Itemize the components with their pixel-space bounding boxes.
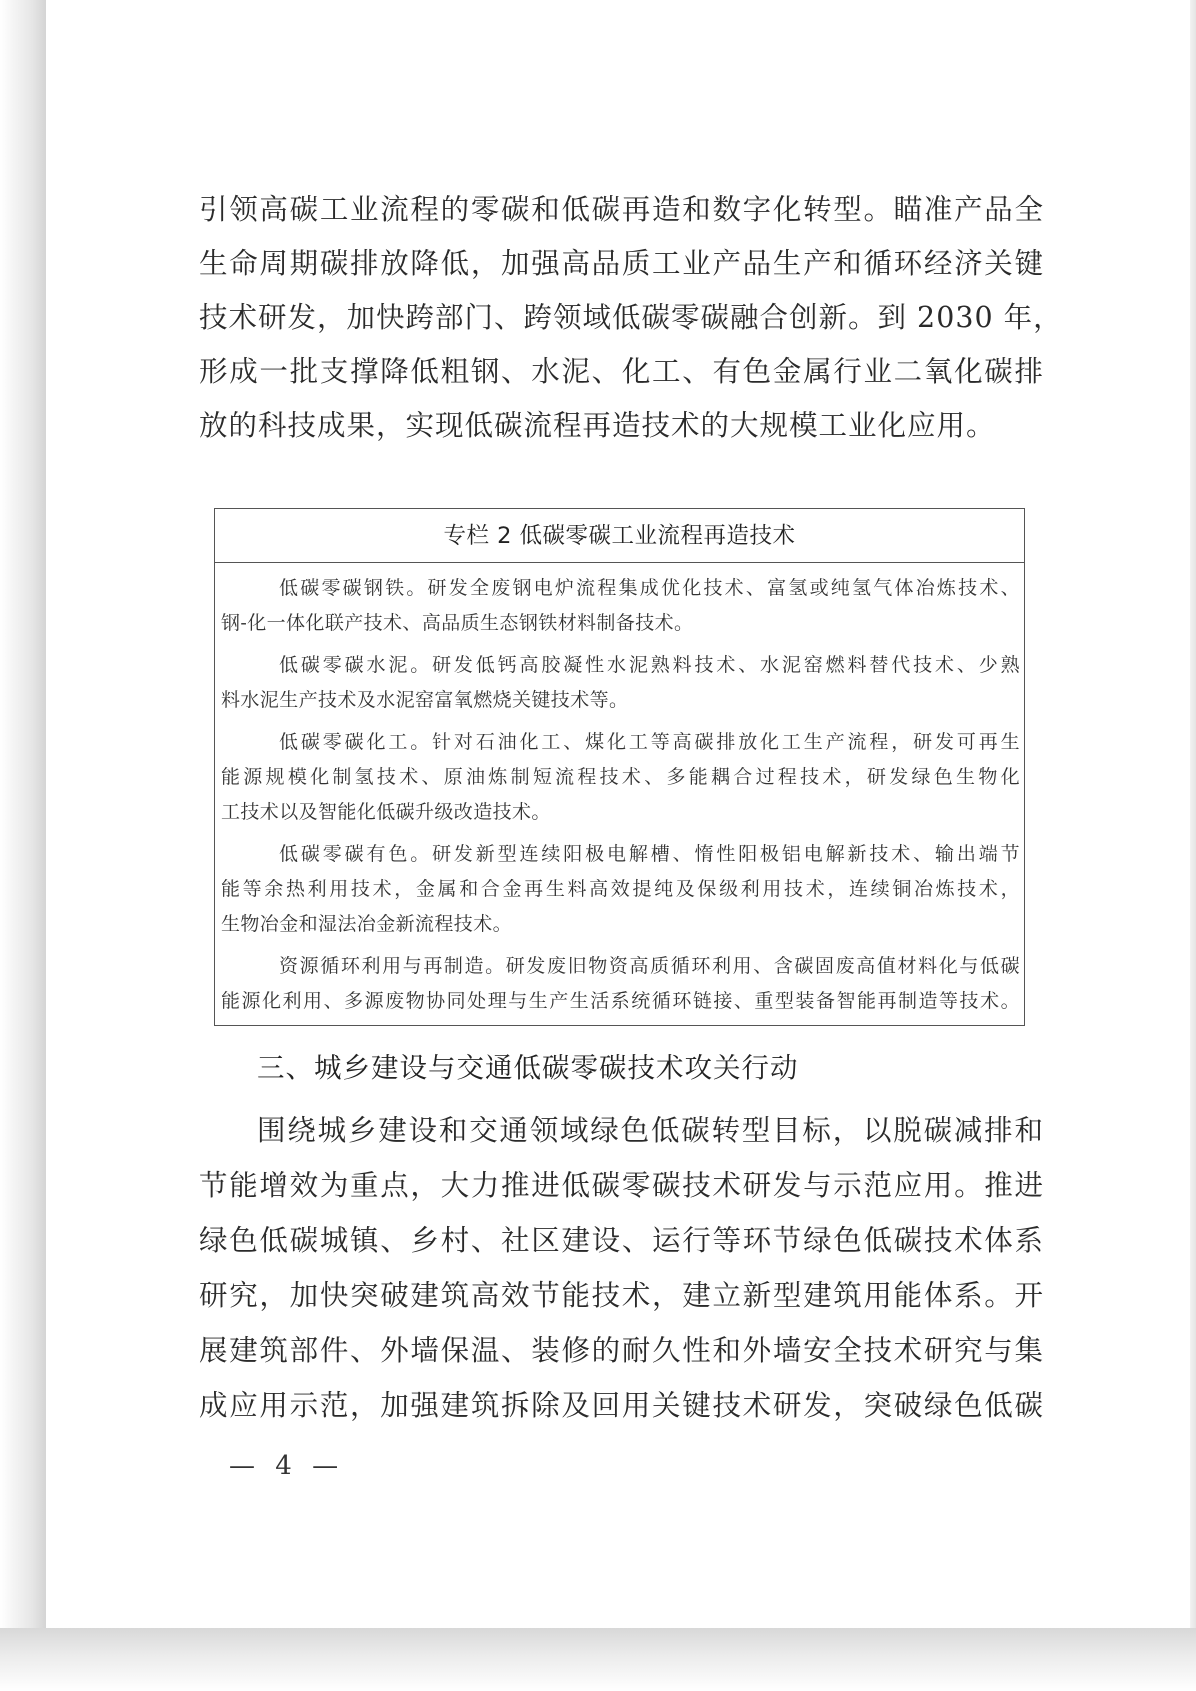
box-line: 能源规模化制氢技术、原油炼制短流程技术、多能耦合过程技术，研发绿色生物化	[221, 766, 1020, 788]
body-line: 成应用示范，加强建筑拆除及回用关键技术研发，突破绿色低碳	[199, 1389, 1044, 1422]
intro-line: 生命周期碳排放降低，加强高品质工业产品生产和循环经济关键	[199, 247, 1044, 280]
body-line: 绿色低碳城镇、乡村、社区建设、运行等环节绿色低碳技术体系	[199, 1224, 1044, 1257]
box-line: 生物冶金和湿法冶金新流程技术。	[221, 913, 513, 935]
page-shadow-left	[0, 0, 46, 1691]
box-line: 能源化利用、多源废物协同处理与生产生活系统循环链接、重型装备智能再制造等技术。	[221, 990, 1020, 1012]
intro-line: 技术研发，加快跨部门、跨领域低碳零碳融合创新。到 2030 年，	[199, 301, 1063, 334]
box-line: 工技术以及智能化低碳升级改造技术。	[221, 801, 551, 823]
box-line: 低碳零碳钢铁。研发全废钢电炉流程集成优化技术、富氢或纯氢气体冶炼技术、	[279, 577, 1020, 599]
box-line: 低碳零碳有色。研发新型连续阳极电解槽、惰性阳极铝电解新技术、输出端节	[279, 843, 1020, 865]
box-line: 能等余热利用技术，金属和合金再生料高效提纯及保级利用技术，连续铜冶炼技术，	[221, 878, 1020, 900]
page-shadow-right	[1190, 0, 1196, 1691]
box-line: 低碳零碳水泥。研发低钙高胶凝性水泥熟料技术、水泥窑燃料替代技术、少熟	[279, 654, 1020, 676]
body-line: 展建筑部件、外墙保温、装修的耐久性和外墙安全技术研究与集	[199, 1334, 1044, 1367]
box-line: 钢-化一体化联产技术、高品质生态钢铁材料制备技术。	[221, 612, 694, 634]
body-line: 围绕城乡建设和交通领域绿色低碳转型目标，以脱碳减排和	[257, 1114, 1044, 1147]
column-box	[214, 508, 1025, 1026]
body-line: 节能增效为重点，大力推进低碳零碳技术研发与示范应用。推进	[199, 1169, 1044, 1202]
intro-line: 引领高碳工业流程的零碳和低碳再造和数字化转型。瞄准产品全	[199, 193, 1044, 226]
column-box-title: 专栏 2 低碳零碳工业流程再造技术	[215, 509, 1024, 563]
box-line: 低碳零碳化工。针对石油化工、煤化工等高碳排放化工生产流程，研发可再生	[279, 731, 1020, 753]
intro-line: 放的科技成果，实现低碳流程再造技术的大规模工业化应用。	[199, 409, 996, 442]
body-line: 研究，加快突破建筑高效节能技术，建立新型建筑用能体系。开	[199, 1279, 1044, 1312]
box-line: 料水泥生产技术及水泥窑富氧燃烧关键技术等。	[221, 689, 629, 711]
section-heading: 三、城乡建设与交通低碳零碳技术攻关行动	[257, 1052, 799, 1084]
intro-line: 形成一批支撑降低粗钢、水泥、化工、有色金属行业二氧化碳排	[199, 355, 1044, 388]
box-line: 资源循环利用与再制造。研发废旧物资高质循环利用、含碳固废高值材料化与低碳	[279, 955, 1020, 977]
page-shadow-bottom	[0, 1628, 1196, 1691]
page-number: — 4 —	[229, 1451, 345, 1481]
